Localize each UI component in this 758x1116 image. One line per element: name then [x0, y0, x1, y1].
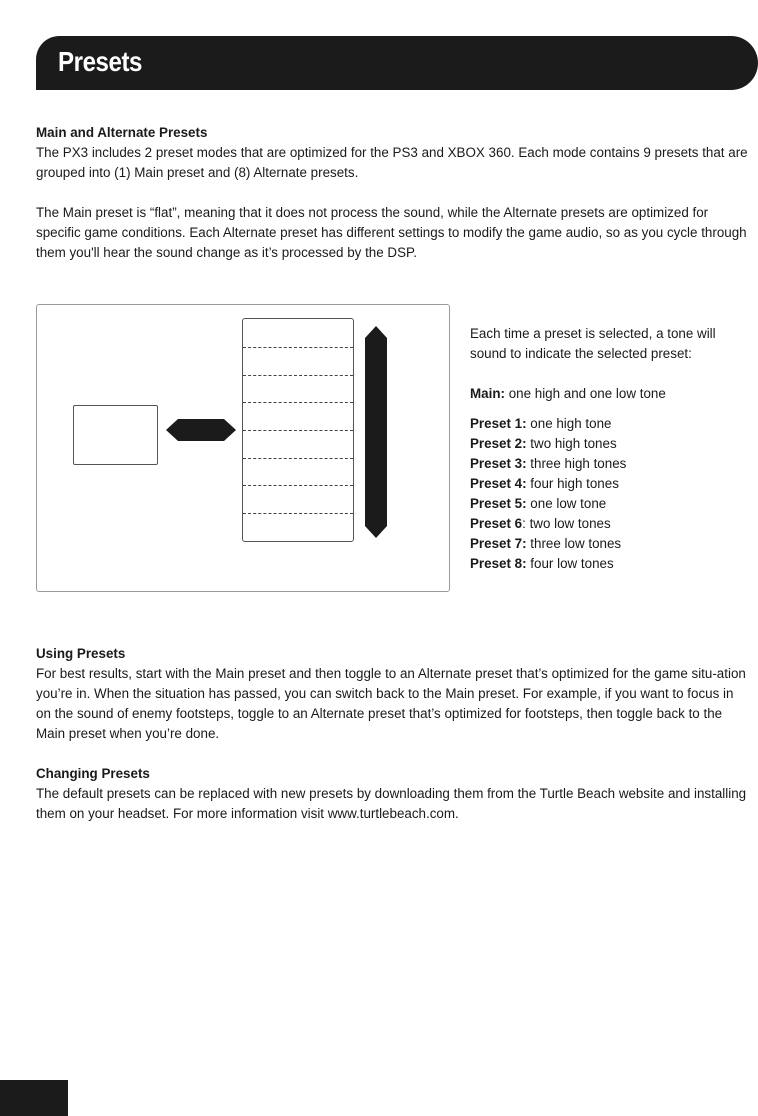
- legend-main-text: one high and one low tone: [504, 386, 666, 401]
- using-presets-heading: Using Presets: [36, 646, 126, 661]
- legend-preset-text: two high tones: [526, 436, 617, 451]
- legend-preset-label: Preset 5:: [470, 496, 527, 511]
- double-arrow-icon: [166, 419, 236, 441]
- legend-main-label: Main:: [470, 386, 505, 401]
- legend-intro: Each time a preset is selected, a tone will sound to indicate the selected preset:: [470, 326, 716, 361]
- legend-preset-8: [470, 554, 755, 574]
- preset-slot-divider: [243, 513, 353, 514]
- header-bar: [36, 36, 758, 90]
- preset-slot-divider: [243, 430, 353, 431]
- legend-preset-text: three low tones: [526, 536, 622, 551]
- legend-preset-text: four high tones: [526, 476, 619, 491]
- legend-main: [470, 384, 755, 404]
- legend-preset-4: [470, 474, 755, 494]
- legend-preset-6: [470, 514, 755, 534]
- legend-preset-5: [470, 494, 755, 514]
- main-alternate-para-2: The Main preset is “flat”, meaning that it does not process the sound, while the Alternate presets are optimized for specific game conditions. Each Alternate preset has different settings to modify the game audio, so as you cycle through them you'll hear the sound change as it’s processed by the DSP.: [36, 205, 747, 260]
- legend-preset-label: Preset 1:: [470, 416, 527, 431]
- preset-slot-divider: [243, 375, 353, 376]
- changing-presets-para: The default presets can be replaced with new presets by downloading them from the Turtle Beach website and installing them on your headset. For more information visit www.turtlebeach.com.: [36, 786, 747, 821]
- legend-preset-text: four low tones: [526, 556, 614, 571]
- legend-preset-3: [470, 454, 755, 474]
- legend-preset-text: one high tone: [526, 416, 612, 431]
- legend-preset-7: [470, 534, 755, 554]
- changing-presets-section: [36, 764, 752, 824]
- legend-preset-label: Preset 4:: [470, 476, 527, 491]
- cycle-arrow-icon: [365, 326, 387, 538]
- using-presets-para: For best results, start with the Main preset and then toggle to an Alternate preset that’s optimized for the game situ-ation you’re in. When the situation has passed, you can switch back to the Main preset. For example, if you want to focus in on the sound of enemy footsteps, toggle to an Alternate preset that’s optimized for footsteps, then toggle back to the Main preset when you’re done.: [36, 666, 746, 741]
- page-corner-tab: [0, 1080, 68, 1116]
- headset-device-box: [73, 405, 158, 465]
- main-alternate-section: [36, 123, 752, 263]
- legend-preset-2: [470, 434, 755, 454]
- legend-preset-text: three high tones: [526, 456, 627, 471]
- legend-preset-1: [470, 414, 755, 434]
- legend-preset-label: Preset 3:: [470, 456, 527, 471]
- legend-preset-label: Preset 7:: [470, 536, 527, 551]
- page-title: Presets: [58, 46, 143, 77]
- preset-stack: [242, 318, 354, 542]
- preset-slot-divider: [243, 347, 353, 348]
- using-presets-section: [36, 644, 752, 744]
- preset-slot-divider: [243, 485, 353, 486]
- preset-slot-divider: [243, 458, 353, 459]
- legend-preset-label: Preset 8:: [470, 556, 527, 571]
- preset-slot-divider: [243, 402, 353, 403]
- legend-preset-text: one low tone: [526, 496, 607, 511]
- main-alternate-heading: Main and Alternate Presets: [36, 125, 208, 140]
- legend-preset-text: : two low tones: [522, 516, 611, 531]
- changing-presets-heading: Changing Presets: [36, 766, 150, 781]
- legend-preset-label: Preset 2:: [470, 436, 527, 451]
- main-alternate-para-1: The PX3 includes 2 preset modes that are optimized for the PS3 and XBOX 360. Each mode contains 9 presets that are grouped into (1) Main preset and (8) Alternate presets.: [36, 145, 748, 180]
- tone-legend: [470, 324, 755, 574]
- legend-preset-label: Preset 6: [470, 516, 523, 531]
